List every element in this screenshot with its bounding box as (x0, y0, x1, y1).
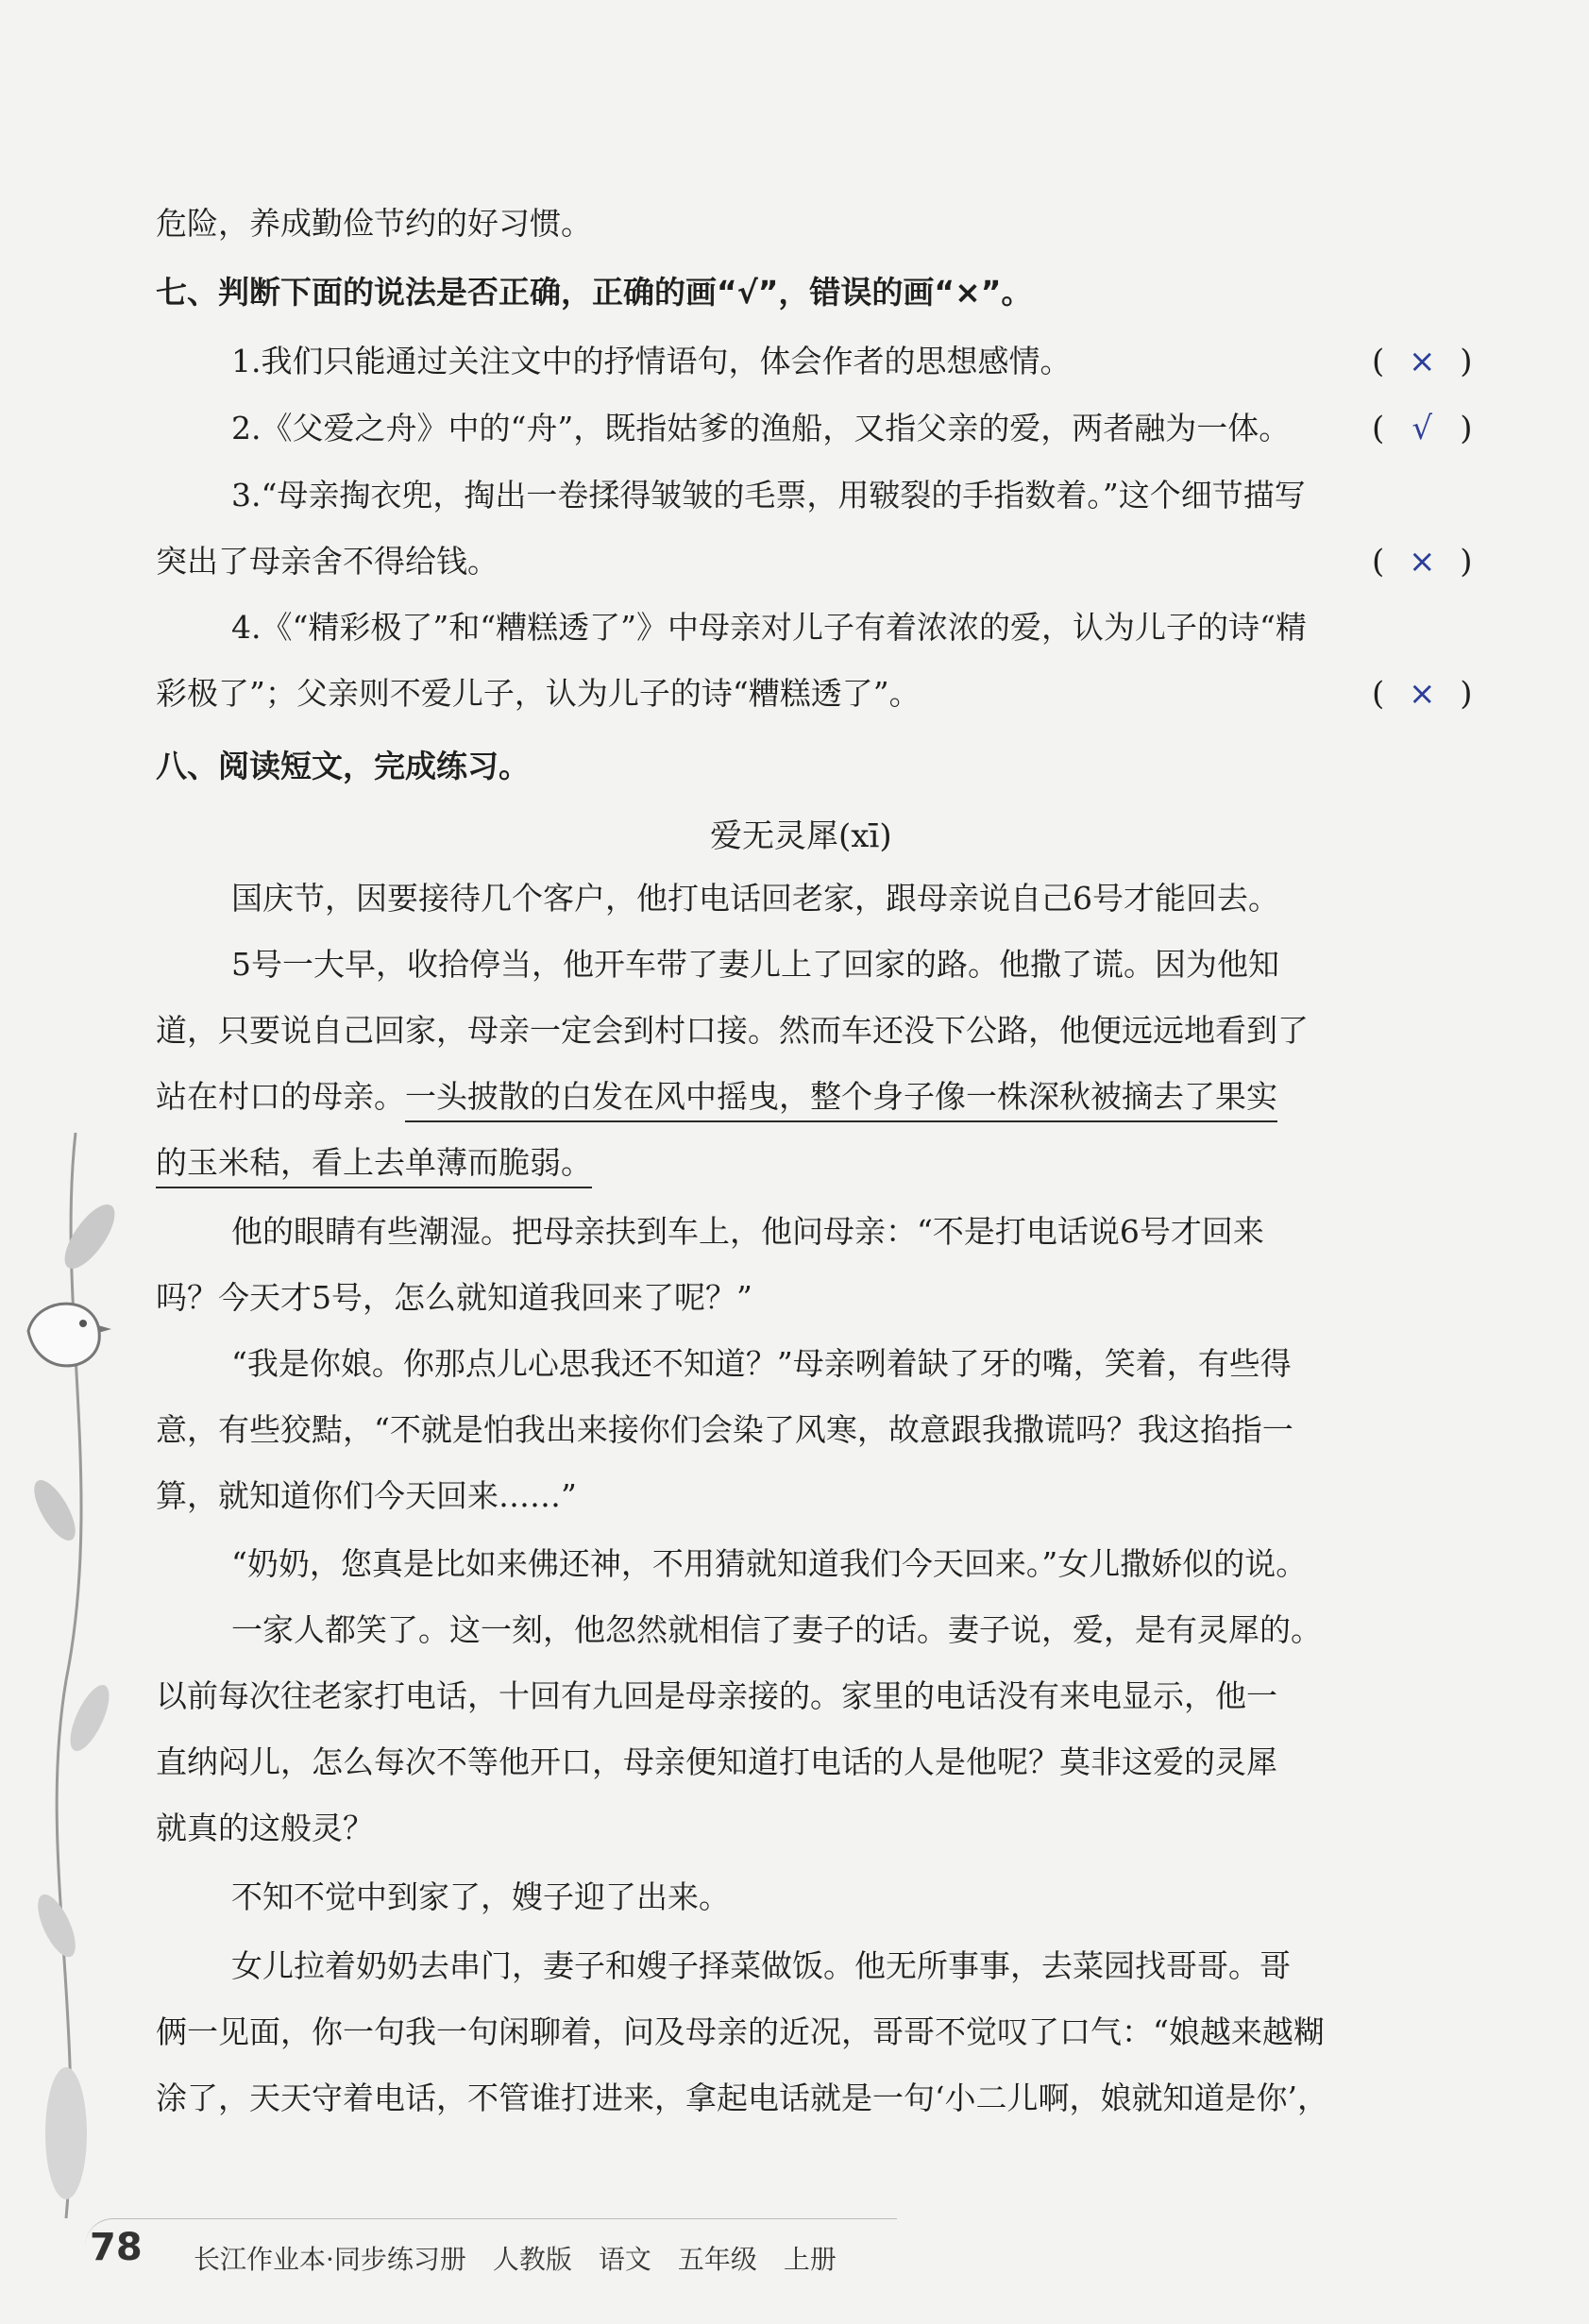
passage-line (156, 1144, 592, 1181)
book-info: 长江作业本·同步练习册 人教版 语文 五年级 上册 (194, 2244, 837, 2275)
passage-line: 不知不觉中到家了，嫂子迎了出来。 (231, 1878, 730, 1915)
underlined-sentence: 一头披散的白发在风中摇曳，整个身子像一株深秋被摘去了果实 (405, 1078, 1277, 1122)
passage-line: “我是你娘。你那点儿心思我还不知道？”母亲咧着缺了牙的嘴，笑着，有些得 (231, 1345, 1292, 1382)
passage-line: “奶奶，您真是比如来佛还神，不用猜就知道我们今天回来。”女儿撒娇似的说。 (231, 1545, 1308, 1582)
text-line: 危险，养成勤俭节约的好习惯。 (156, 205, 592, 242)
passage-line: 就真的这般灵？ (156, 1810, 374, 1846)
page-number: 78 (90, 2226, 143, 2269)
passage-line: 5号一大早，收拾停当，他开车带了妻儿上了回家的路。他撒了谎。因为他知 (231, 946, 1279, 983)
section-heading-7: 七、判断下面的说法是否正确，正确的画“√”，错误的画“×”。 (156, 274, 1033, 311)
answer-box-3: ( × ) (1372, 543, 1473, 581)
passage-title: 爱无灵犀(xī) (710, 817, 892, 855)
section-heading-8: 八、阅读短文，完成练习。 (156, 748, 530, 784)
answer-mark-4: × (1409, 675, 1436, 713)
passage-line: 算，就知道你们今天回来……” (156, 1477, 577, 1514)
passage-line: 女儿拉着奶奶去串门，妻子和嫂子择菜做饭。他无所事事，去菜园找哥哥。哥 (231, 1947, 1291, 1984)
question-1: 1.我们只能通过关注文中的抒情语句，体会作者的思想感情。 (231, 343, 1072, 379)
passage-line: 他的眼睛有些潮湿。把母亲扶到车上，他问母亲：“不是打电话说6号才回来 (231, 1213, 1264, 1250)
vine-bird-decoration (0, 1114, 170, 2228)
passage-line: 以前每次往老家打电话，十回有九回是母亲接的。家里的电话没有来电显示，他一 (156, 1677, 1277, 1714)
passage-line: 涂了，天天守着电话，不管谁打进来，拿起电话就是一句‘小二儿啊，娘就知道是你’， (156, 2080, 1328, 2116)
question-3-line-2: 突出了母亲舍不得给钱。 (156, 543, 499, 580)
answer-box-1: ( × ) (1372, 343, 1473, 380)
answer-box-2: ( √ ) (1372, 410, 1473, 447)
question-4-line-1: 4.《“精彩极了”和“糟糕透了”》中母亲对儿子有着浓浓的爱，认为儿子的诗“精 (231, 609, 1307, 646)
underlined-sentence: 的玉米秸，看上去单薄而脆弱。 (156, 1144, 592, 1188)
passage-line: 俩一见面，你一句我一句闲聊着，问及母亲的近况，哥哥不觉叹了口气：“娘越来越糊 (156, 2013, 1325, 2050)
passage-line: 一家人都笑了。这一刻，他忽然就相信了妻子的话。妻子说，爱，是有灵犀的。 (231, 1611, 1322, 1648)
passage-line: 直纳闷儿，怎么每次不等他开口，母亲便知道打电话的人是他呢？莫非这爱的灵犀 (156, 1743, 1277, 1780)
passage-line: 国庆节，因要接待几个客户，他打电话回老家，跟母亲说自己6号才能回去。 (231, 880, 1279, 917)
answer-mark-2: √ (1412, 410, 1433, 447)
passage-line: 站在村口的母亲。一头披散的白发在风中摇曳，整个身子像一株深秋被摘去了果实 (156, 1081, 1277, 1112)
passage-line: 意，有些狡黠，“不就是怕我出来接你们会染了风寒，故意跟我撒谎吗？我这掐指一 (156, 1411, 1293, 1448)
answer-box-4: ( × ) (1372, 675, 1473, 713)
answer-mark-1: × (1409, 343, 1436, 380)
passage-line: 道，只要说自己回家，母亲一定会到村口接。然而车还没下公路，他便远远地看到了 (156, 1012, 1309, 1049)
question-2: 2.《父爱之舟》中的“舟”，既指姑爹的渔船，又指父亲的爱，两者融为一体。 (231, 410, 1291, 446)
question-3-line-1: 3.“母亲掏衣兜，掏出一卷揉得皱皱的毛票，用皲裂的手指数着。”这个细节描写 (231, 477, 1306, 514)
passage-line: 吗？今天才5号，怎么就知道我回来了呢？” (156, 1279, 752, 1316)
question-4-line-2: 彩极了”；父亲则不爱儿子，认为儿子的诗“糟糕透了”。 (156, 675, 921, 712)
answer-mark-3: × (1409, 543, 1436, 581)
